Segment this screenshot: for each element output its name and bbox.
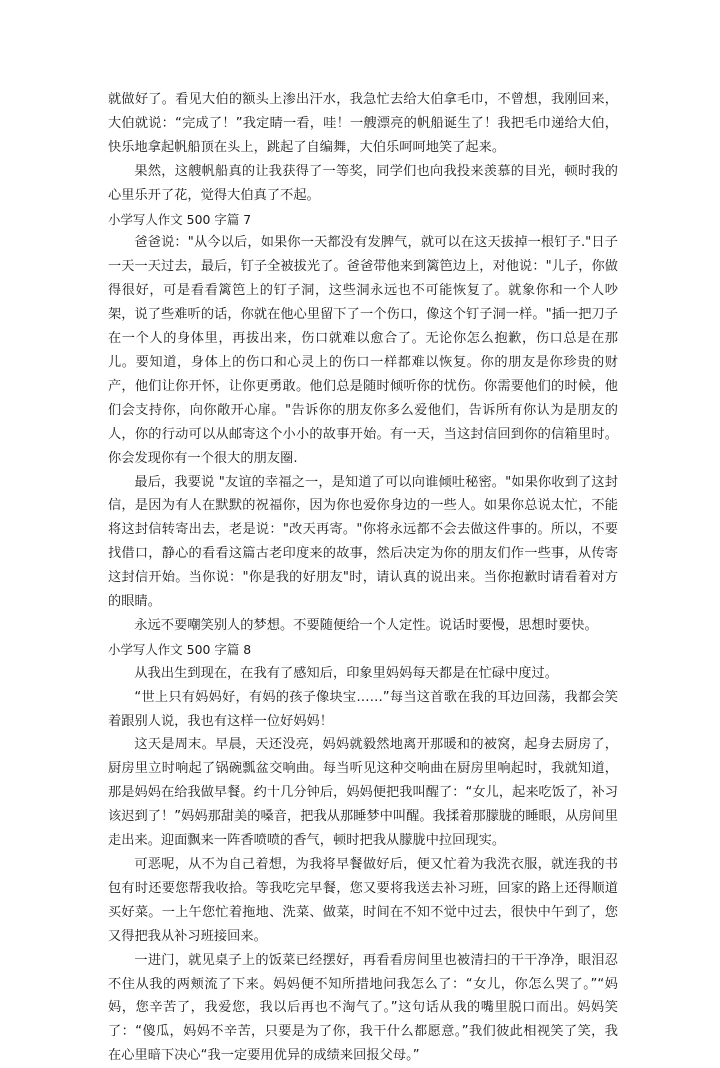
paragraph: 从我出生到现在，在我有了感知后，印象里妈妈每天都是在忙碌中度过。 bbox=[134, 665, 558, 681]
paragraph: 最后，我要说 "友谊的幸福之一，是知道了可以向谁倾吐秘密。"如果你收到了这封信，是因为有人在默默的祝福你，因为你也爱你身边的一些人。如果你总说太忙，不能将这封信转寄出去，老是说："改天再寄。"你将永远都不会去做这件事的。所以，不要找借口，静心的看看这篇古老印度来的故事，然后决定为你的朋友们作一些事，从传寄这封信开始。当你说："你是我的好朋友"时，请认真的说出来。当你抱歉时请看着对方的眼睛。 bbox=[108, 474, 618, 610]
section-heading: 小学写人作文 500 字篇 7 bbox=[108, 211, 252, 227]
paragraph: 永远不要嘲笑别人的梦想。不要随便给一个人定性。说话时要慢，思想时要快。 bbox=[134, 617, 598, 633]
document-page bbox=[108, 88, 618, 1068]
paragraph: 这天是周末。早晨，天还没亮，妈妈就毅然地离开那暖和的被窝，起身去厨房了，厨房里立时响起了锅碗瓢盆交响曲。每当听见这种交响曲在厨房里响起时，我就知道，那是妈妈在给我做早餐。约十几分钟后，妈妈便把我叫醒了：“女儿，起来吃饭了，补习该迟到了！”妈妈那甜美的嗓音，把我从那睡梦中叫醒。我揉着那朦胧的睡眼，从房间里走出来。迎面飘来一阵香喷喷的香气，顿时把我从朦胧中拉回现实。 bbox=[108, 737, 618, 849]
paragraph: 果然，这艘帆船真的让我获得了一等奖，同学们也向我投来羡慕的目光，顿时我的心里乐开了花，觉得大伯真了不起。 bbox=[108, 163, 618, 203]
paragraph: 可恶呢，从不为自己着想，为我将早餐做好后，便又忙着为我洗衣服，就连我的书包有时还要您帮我收拾。等我吃完早餐，您又要将我送去补习班，回家的路上还得顺道买好菜。一上午您忙着拖地、洗菜、做菜，时间在不知不觉中过去，很快中午到了，您又得把我从补习班接回来。 bbox=[108, 857, 618, 944]
paragraph: 爸爸说："从今以后，如果你一天都没有发脾气，就可以在这天拔掉一根钉子."日子一天一天过去，最后，钉子全被拔光了。爸爸带他来到篱笆边上，对他说："儿子，你做得很好，可是看看篱笆上的钉子洞，这些洞永远也不可能恢复了。就象你和一个人吵架，说了些难听的话，你就在他心里留下了一个伤口，像这个钉子洞一样。"插一把刀子在一个人的身体里，再拔出来，伤口就难以愈合了。无论你怎么抱歉，伤口总是在那儿。要知道，身体上的伤口和心灵上的伤口一样都难以恢复。你的朋友是你珍贵的财产，他们让你开怀，让你更勇敢。他们总是随时倾听你的忧伤。你需要他们的时候，他们会支持你，向你敞开心扉。"告诉你的朋友你多么爱他们，告诉所有你认为是朋友的人，你的行动可以从邮寄这个小小的故事开始。有一天，当这封信回到你的信箱里时。你会发现你有一个很大的朋友圈. bbox=[108, 235, 618, 466]
paragraph: 就做好了。看见大伯的额头上渗出汗水，我急忙去给大伯拿毛巾，不曾想，我刚回来，大伯就说：“完成了！”我定睛一看，哇！一艘漂亮的帆船诞生了！我把毛巾递给大伯，快乐地拿起帆船顶在头上，跳起了自编舞，大伯乐呵呵地笑了起来。 bbox=[108, 92, 618, 155]
section-heading: 小学写人作文 500 字篇 8 bbox=[108, 641, 252, 657]
paragraph: 一进门，就见桌子上的饭菜已经摆好，再看看房间里也被清扫的干干净净，眼泪忍不住从我的两颊流了下来。妈妈便不知所措地问我怎么了：“女儿，你怎么哭了。”“妈妈，您辛苦了，我爱您，我以后再也不淘气了。”这句话从我的嘴里脱口而出。妈妈笑了：“傻瓜，妈妈不辛苦，只要是为了你，我干什么都愿意。”我们彼此相视笑了笑，我在心里暗下决心“我一定要用优异的成绩来回报父母。” bbox=[108, 952, 618, 1064]
paragraph: “世上只有妈妈好，有妈的孩子像块宝……”每当这首歌在我的耳边回荡，我都会笑着跟别人说，我也有这样一位好妈妈！ bbox=[108, 689, 618, 729]
